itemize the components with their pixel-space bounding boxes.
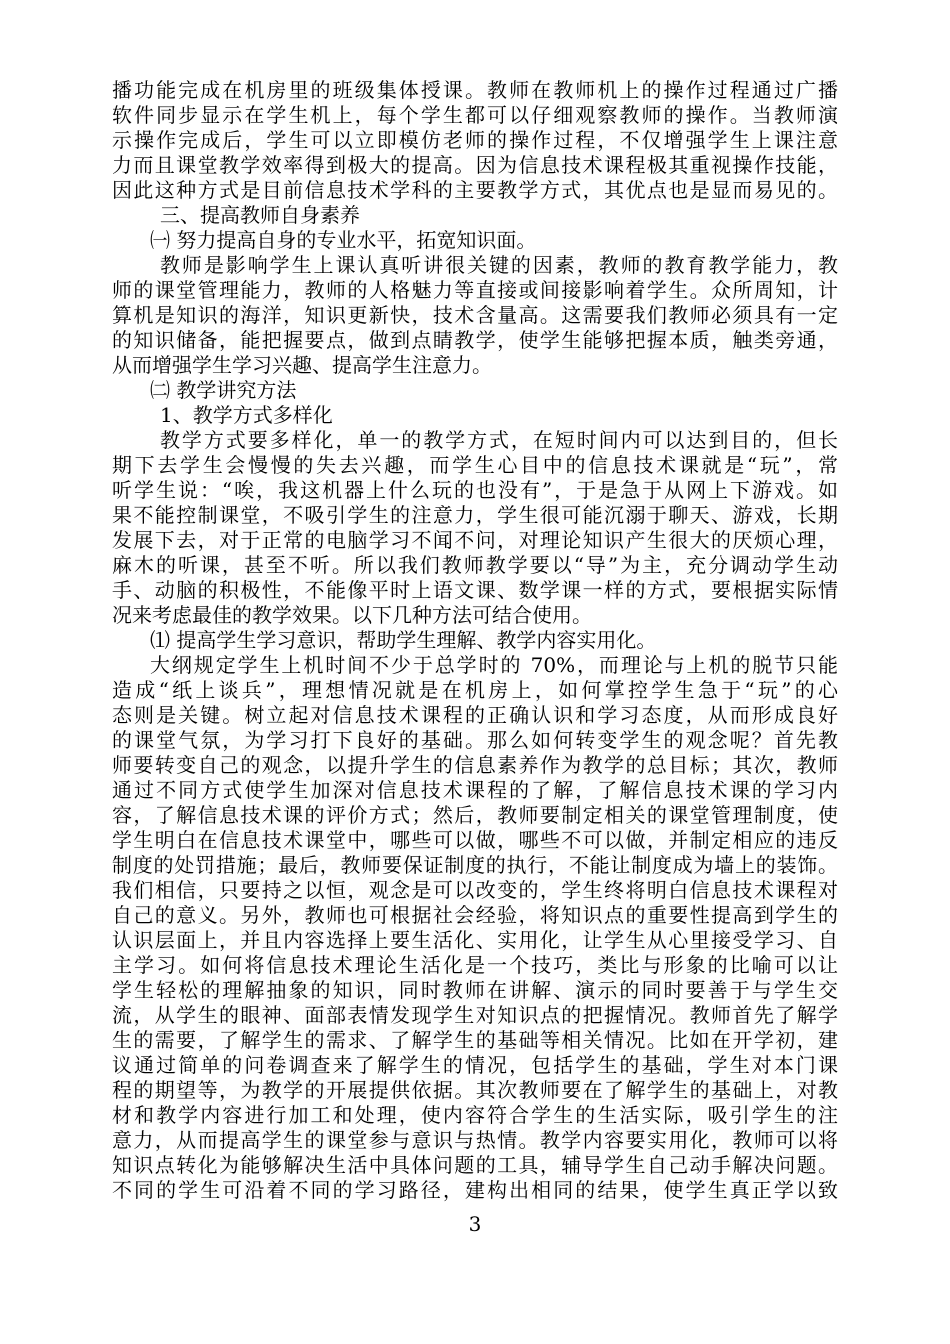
text-line: 示操作完成后，学生可以立即模仿老师的操作过程，不仅增强学生上课注意: [112, 128, 838, 152]
text-line: 流，从学生的眼神、面部表情发现学生对知识点的把握情况。教师首先了解学: [112, 1003, 838, 1027]
text-line: 不同的学生可沿着不同的学习路径，建构出相同的结果，使学生真正学以致: [112, 1178, 838, 1202]
text-line: 期下去学生会慢慢的失去兴趣，而学生心目中的信息技术课就是“玩”，常: [112, 453, 838, 477]
text-line: 力而且课堂教学效率得到极大的提高。因为信息技术课程极其重视操作技能，: [112, 153, 838, 177]
text-line: 的课堂气氛，为学习打下良好的基础。那么如何转变学生的观念呢？首先教: [112, 728, 838, 752]
text-line: 程的期望等，为教学的开展提供依据。其次教师要在了解学生的基础上，对教: [112, 1078, 838, 1102]
text-line: 制度的处罚措施；最后，教师要保证制度的执行，不能让制度成为墙上的装饰。: [112, 853, 838, 877]
text-line: 果不能控制课堂，不吸引学生的注意力，学生很可能沉溺于聊天、游戏，长期: [112, 503, 838, 527]
text-line: 自己的意义。另外，教师也可根据社会经验，将知识点的重要性提高到学生的: [112, 903, 838, 927]
text-line: 师要转变自己的观念，以提升学生的信息素养作为教学的总目标；其次，教师: [112, 753, 838, 777]
text-line: 材和教学内容进行加工和处理，使内容符合学生的生活实际，吸引学生的注: [112, 1103, 838, 1127]
text-line: 学生明白在信息技术课堂中，哪些可以做，哪些不可以做，并制定相应的违反: [112, 828, 838, 852]
text-line: 知识点转化为能够解决生活中具体问题的工具，辅导学生自己动手解决问题。: [112, 1153, 838, 1177]
text-line: 况来考虑最佳的教学效果。以下几种方法可结合使用。: [112, 603, 592, 627]
subsection-heading: ㈡ 教学讲究方法: [150, 378, 297, 402]
text-line: 生的需要，了解学生的需求、了解学生的基础等相关情况。比如在开学初，建: [112, 1028, 838, 1052]
text-line: 议通过简单的问卷调查来了解学生的情况，包括学生的基础，学生对本门课: [112, 1053, 838, 1077]
text-line: 软件同步显示在学生机上，每个学生都可以仔细观察教师的操作。当教师演: [112, 103, 838, 127]
text-line: 主学习。如何将信息技术理论生活化是一个技巧，类比与形象的比喻可以让: [112, 953, 838, 977]
text-line: 师的课堂管理能力，教师的人格魅力等直接或间接影响着学生。众所周知，计: [112, 278, 838, 302]
text-line: 态则是关键。树立起对信息技术课程的正确认识和学习态度，从而形成良好: [112, 703, 838, 727]
text-line: 意力，从而提高学生的课堂参与意识与热情。教学内容要实用化，教师可以将: [112, 1128, 838, 1152]
text-line: 听学生说：“唉，我这机器上什么玩的也没有”，于是急于从网上下游戏。如: [112, 478, 838, 502]
text-line: 教师是影响学生上课认真听讲很关键的因素，教师的教育教学能力，教: [160, 253, 838, 277]
text-line: 手、动脑的积极性，不能像平时上语文课、数学课一样的方式，要根据实际情: [112, 578, 838, 602]
text-line: 麻木的听课，甚至不听。所以我们教师教学要以“导”为主，充分调动学生动: [112, 553, 838, 577]
text-line: 教学方式要多样化，单一的教学方式，在短时间内可以达到目的，但长: [160, 428, 838, 452]
text-line: 通过不同方式使学生加深对信息技术课程的了解，了解信息技术课的学习内: [112, 778, 838, 802]
text-line: 造成“纸上谈兵”，理想情况就是在机房上，如何掌控学生急于“玩”的心: [112, 678, 838, 702]
text-line: 容，了解信息技术课的评价方式；然后，教师要制定相关的课堂管理制度，使: [112, 803, 838, 827]
text-line: 认识层面上，并且内容选择上要生活化、实用化，让学生从心里接受学习、自: [112, 928, 838, 952]
text-line: 大纲规定学生上机时间不少于总学时的 70%，而理论与上机的脱节只能: [150, 653, 838, 677]
section-heading: 三、提高教师自身素养: [160, 203, 360, 227]
text-line: 发展下去，对于正常的电脑学习不闻不问，对理论知识产生很大的厌烦心理，: [112, 528, 838, 552]
page-number: 3: [468, 1212, 482, 1236]
subsection-heading: ⑴ 提高学生学习意识，帮助学生理解、教学内容实用化。: [150, 628, 657, 652]
text-line: 从而增强学生学习兴趣、提高学生注意力。: [112, 353, 492, 377]
text-line: 播功能完成在机房里的班级集体授课。教师在教师机上的操作过程通过广播: [112, 78, 838, 102]
text-line: 的知识储备，能把握要点，做到点睛教学，使学生能够把握本质，触类旁通，: [112, 328, 838, 352]
text-line: 学生轻松的理解抽象的知识，同时教师在讲解、演示的同时要善于与学生交: [112, 978, 838, 1002]
subsection-heading: 1、教学方式多样化: [160, 403, 333, 427]
text-line: 因此这种方式是目前信息技术学科的主要教学方式，其优点也是显而易见的。: [112, 178, 838, 202]
text-line: 我们相信，只要持之以恒，观念是可以改变的，学生终将明白信息技术课程对: [112, 878, 838, 902]
subsection-heading: ㈠ 努力提高自身的专业水平，拓宽知识面。: [150, 228, 537, 252]
text-line: 算机是知识的海洋，知识更新快，技术含量高。这需要我们教师必须具有一定: [112, 303, 838, 327]
